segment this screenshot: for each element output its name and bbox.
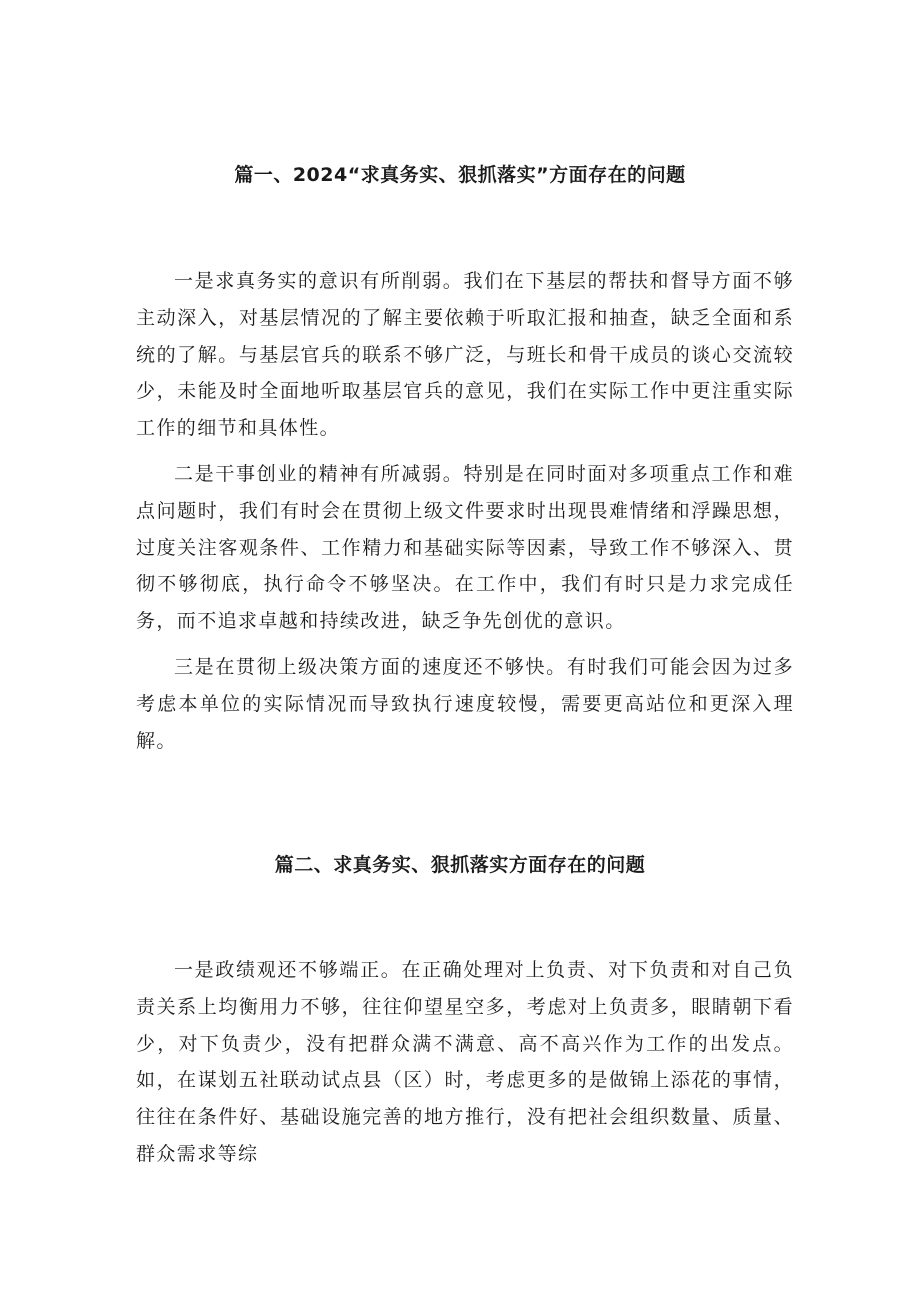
article-1-body [136,263,794,759]
article-2-body [136,952,794,1173]
article-1-title: 篇一、2024“求真务实、狠抓落实”方面存在的问题 [234,164,686,186]
article-2-title: 篇二、求真务实、狠抓落实方面存在的问题 [274,854,646,876]
article-1-paragraph-2: 二是干事创业的精神有所减弱。特别是在同时面对多项重点工作和难点问题时，我们有时会在贯彻上级文件要求时出现畏难情绪和浮躁思想，过度关注客观条件、工作精力和基础实际等因素，导致工作不够深入、贯彻不够彻底，执行命令不够坚决。在工作中，我们有时只是力求完成任务，而不追求卓越和持续改进，缺乏争先创优的意识。 [136,462,794,633]
article-2-paragraph-1: 一是政绩观还不够端正。在正确处理对上负责、对下负责和对自己负责关系上均衡用力不够，往往仰望星空多，考虑对上负责多，眼睛朝下看少，对下负责少，没有把群众满不满意、高不高兴作为工作的出发点。如，在谋划五社联动试点县（区）时，考虑更多的是做锦上添花的事情，往往在条件好、基础设施完善的地方推行，没有把社会组织数量、质量、群众需求等综 [136,959,794,1165]
article-1-paragraph-3: 三是在贯彻上级决策方面的速度还不够快。有时我们可能会因为过多考虑本单位的实际情况而导致执行速度较慢，需要更高站位和更深入理解。 [136,655,794,752]
article-1-paragraph-1: 一是求真务实的意识有所削弱。我们在下基层的帮扶和督导方面不够主动深入，对基层情况的了解主要依赖于听取汇报和抽查，缺乏全面和系统的了解。与基层官兵的联系不够广泛，与班长和骨干成员的谈心交流较少，未能及时全面地听取基层官兵的意见，我们在实际工作中更注重实际工作的细节和具体性。 [136,270,794,440]
